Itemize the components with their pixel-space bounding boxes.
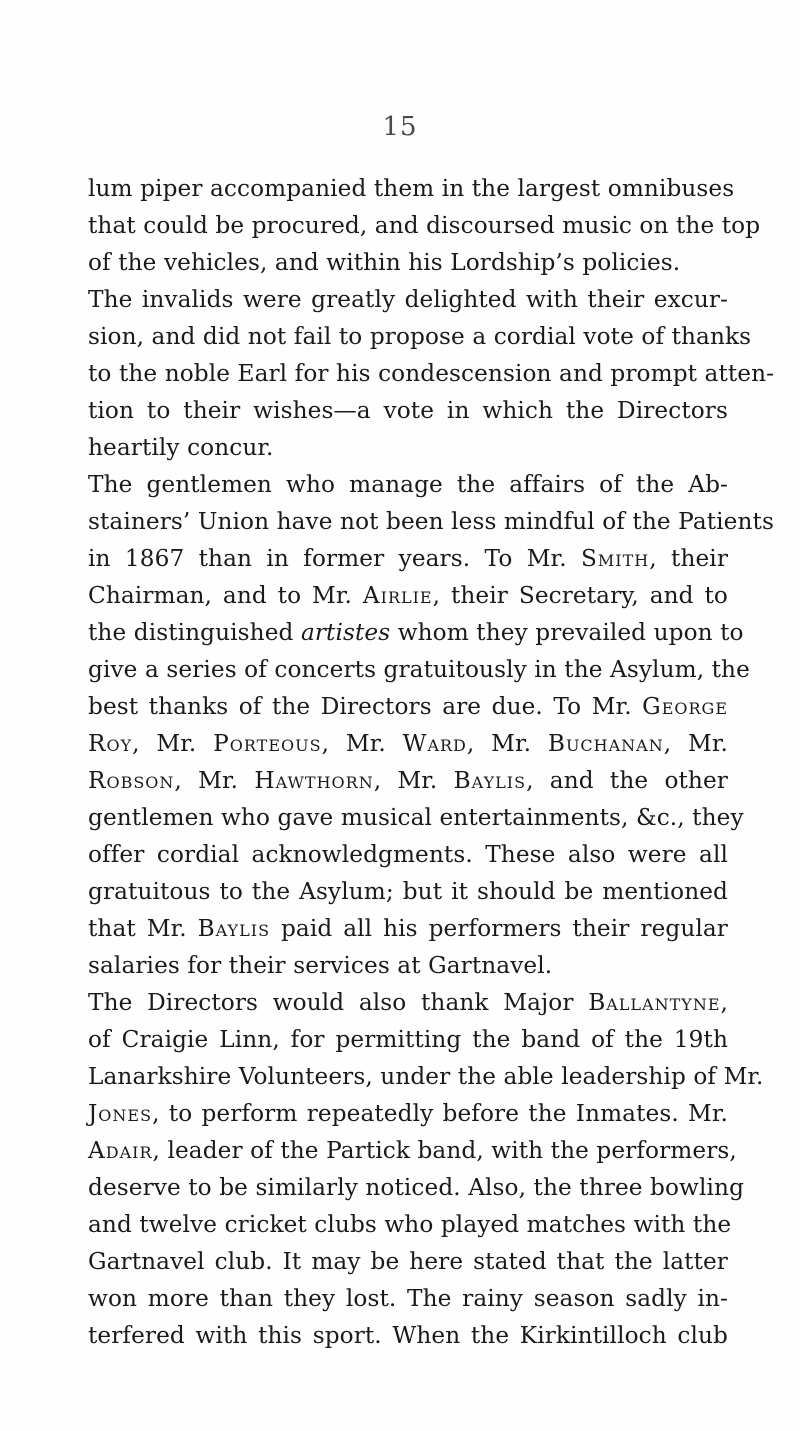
text-line: of the vehicles, and within his Lordship’s policies.	[88, 249, 681, 276]
text-line: that could be procured, and discoursed music on the top	[88, 212, 761, 239]
text-line: that Mr. Baylis paid all his performers their regular	[88, 915, 728, 942]
person-name: Adair	[88, 1137, 153, 1164]
person-name: Ward	[402, 730, 467, 757]
text-line: Chairman, and to Mr. Airlie, their Secretary, and to	[88, 582, 728, 609]
text-line: Roy, Mr. Porteous, Mr. Ward, Mr. Buchanan, Mr.	[88, 730, 728, 757]
text-line: stainers’ Union have not been less mindful of the Patients	[88, 508, 774, 535]
person-name: Jones	[88, 1100, 153, 1127]
person-name: Robson	[88, 767, 175, 794]
person-name: Smith	[581, 545, 650, 572]
person-name: Roy	[88, 730, 133, 757]
text-line: best thanks of the Directors are due. To Mr. George	[88, 693, 728, 720]
text-line: Gartnavel club. It may be here stated that the latter	[88, 1248, 728, 1275]
text-line: deserve to be similarly noticed. Also, the three bowling	[88, 1174, 745, 1201]
person-name: Ballantyne	[588, 989, 721, 1016]
text-line: gratuitous to the Asylum; but it should be mentioned	[88, 878, 728, 905]
italic-word: artistes	[300, 619, 391, 646]
person-name: Buchanan	[547, 730, 664, 757]
text-line: Robson, Mr. Hawthorn, Mr. Baylis, and the other	[88, 767, 728, 794]
text-line: the distinguished artistes whom they prevailed upon to	[88, 619, 744, 646]
text-line: sion, and did not fail to propose a cordial vote of thanks	[88, 323, 752, 350]
text-line: Lanarkshire Volunteers, under the able leadership of Mr.	[88, 1063, 764, 1090]
person-name: Baylis	[453, 767, 527, 794]
text-line: The gentlemen who manage the affairs of the Ab-	[88, 471, 728, 498]
text-line: in 1867 than in former years. To Mr. Smith, their	[88, 545, 728, 572]
person-name: Hawthorn	[254, 767, 374, 794]
page-number: 15	[382, 112, 418, 142]
text-line: The invalids were greatly delighted with their excur-	[88, 286, 728, 313]
text-line: Adair, leader of the Partick band, with the performers,	[88, 1137, 737, 1164]
text-line: salaries for their services at Gartnavel.	[88, 952, 553, 979]
body-text	[88, 170, 775, 1354]
person-name: Airlie	[362, 582, 433, 609]
text-line: tion to their wishes—a vote in which the Directors	[88, 397, 728, 424]
text-line: Jones, to perform repeatedly before the Inmates. Mr.	[88, 1100, 728, 1127]
text-line: offer cordial acknowledgments. These also were all	[88, 841, 728, 868]
text-line: terfered with this sport. When the Kirkintilloch club	[88, 1322, 728, 1349]
person-name: Baylis	[197, 915, 271, 942]
text-line: give a series of concerts gratuitously in the Asylum, the	[88, 656, 750, 683]
text-line: gentlemen who gave musical entertainments, &c., they	[88, 804, 744, 831]
text-line: won more than they lost. The rainy season sadly in-	[88, 1285, 728, 1312]
text-line: The Directors would also thank Major Ballantyne,	[88, 989, 728, 1016]
text-line: heartily concur.	[88, 434, 274, 461]
text-line: to the noble Earl for his condescension and prompt atten-	[88, 360, 775, 387]
person-name: Porteous	[213, 730, 322, 757]
text-line: of Craigie Linn, for permitting the band of the 19th	[88, 1026, 728, 1053]
text-line: lum piper accompanied them in the largest omnibuses	[88, 175, 735, 202]
person-name: George	[642, 693, 728, 720]
text-line: and twelve cricket clubs who played matches with the	[88, 1211, 732, 1238]
